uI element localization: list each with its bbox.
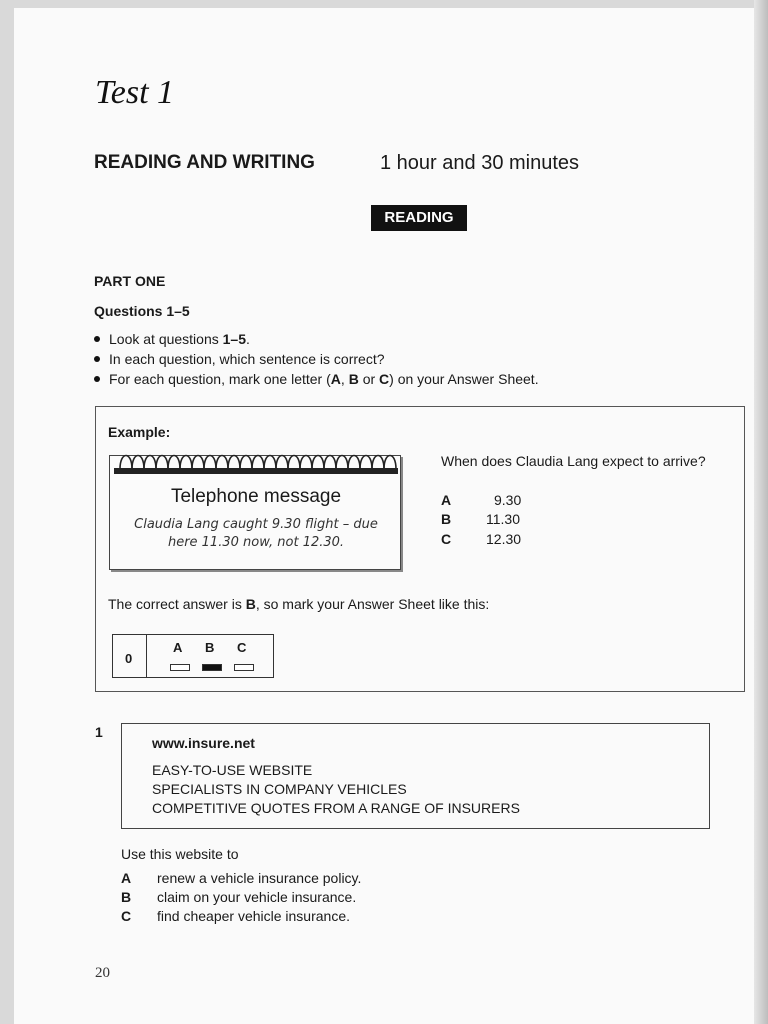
answer-number: 0 — [125, 651, 133, 666]
instruction-text — [109, 371, 539, 387]
instruction-text — [109, 331, 250, 347]
text-run: For each question, mark one letter ( — [109, 371, 331, 387]
section-duration: 1 hour and 30 minutes — [380, 152, 580, 174]
bold-text: 1–5 — [222, 331, 246, 347]
text-run: The correct answer is — [108, 596, 246, 612]
bold-text: B — [245, 596, 256, 612]
question-option-letter: B — [121, 889, 132, 905]
notice-line: SPECIALISTS IN COMPANY VEHICLES — [152, 781, 407, 797]
text-run: , — [340, 371, 349, 387]
question-option-text: renew a vehicle insurance policy. — [157, 870, 362, 886]
example-option-value: 9.30 — [494, 492, 522, 508]
question-option-letter: C — [121, 908, 132, 924]
page-number: 20 — [95, 965, 110, 981]
example-option-letter: A — [441, 492, 452, 508]
text-run: In each question, which sentence is correct? — [109, 351, 385, 367]
answer-letter: B — [205, 640, 215, 655]
question-stem: Use this website to — [121, 846, 239, 862]
bold-text: B — [348, 371, 359, 387]
instruction-text — [109, 351, 385, 367]
notice-url: www.insure.net — [152, 735, 255, 751]
part-title: PART ONE — [94, 273, 166, 289]
question-option-text: claim on your vehicle insurance. — [157, 889, 357, 905]
message-title: Telephone message — [170, 486, 342, 507]
text-run: Look at questions — [109, 331, 223, 347]
instruction-item — [94, 371, 539, 387]
example-option-letter: C — [441, 531, 452, 547]
question-option-letter: A — [121, 870, 132, 886]
questions-label: Questions 1–5 — [94, 303, 190, 319]
bullet-icon — [94, 376, 100, 382]
bold-text: A — [330, 371, 341, 387]
example-option-letter: B — [441, 511, 452, 527]
notice-line: COMPETITIVE QUOTES FROM A RANGE OF INSURERS — [152, 800, 520, 816]
example-question: When does Claudia Lang expect to arrive? — [441, 453, 706, 469]
example-option-value: 11.30 — [486, 511, 520, 527]
text-run: ) on your Answer Sheet. — [389, 371, 539, 387]
reading-badge: READING — [371, 205, 467, 231]
bullet-icon — [94, 356, 100, 362]
message-text: Claudia Lang caught 9.30 flight – due here 11.30 now, not 12.30. — [134, 517, 378, 550]
text-run: or — [358, 371, 380, 387]
bullet-icon — [94, 336, 100, 342]
instruction-item — [94, 351, 385, 367]
answer-letter: C — [237, 640, 247, 655]
question-option-text: find cheaper vehicle insurance. — [157, 908, 351, 924]
text-run: , so mark your Answer Sheet like this: — [255, 596, 490, 612]
section-title: READING AND WRITING — [94, 152, 315, 173]
answer-letter: A — [173, 640, 183, 655]
bold-text: C — [379, 371, 390, 387]
book-spine-edge — [754, 0, 768, 1024]
instruction-item — [94, 331, 250, 347]
answer-sheet-sample — [112, 634, 274, 678]
correct-answer-line — [108, 596, 489, 612]
answer-lozenge — [234, 664, 254, 671]
example-option-value: 12.30 — [486, 531, 522, 547]
text-run: . — [246, 331, 250, 347]
test-title: Test 1 — [95, 74, 175, 111]
spiral-binding-icon — [114, 449, 398, 477]
example-label: Example: — [108, 424, 171, 440]
answer-grid-divider — [146, 635, 147, 677]
question-number: 1 — [95, 724, 103, 740]
answer-lozenge — [202, 664, 222, 671]
notice-line: EASY-TO-USE WEBSITE — [152, 762, 313, 778]
answer-lozenge — [170, 664, 190, 671]
